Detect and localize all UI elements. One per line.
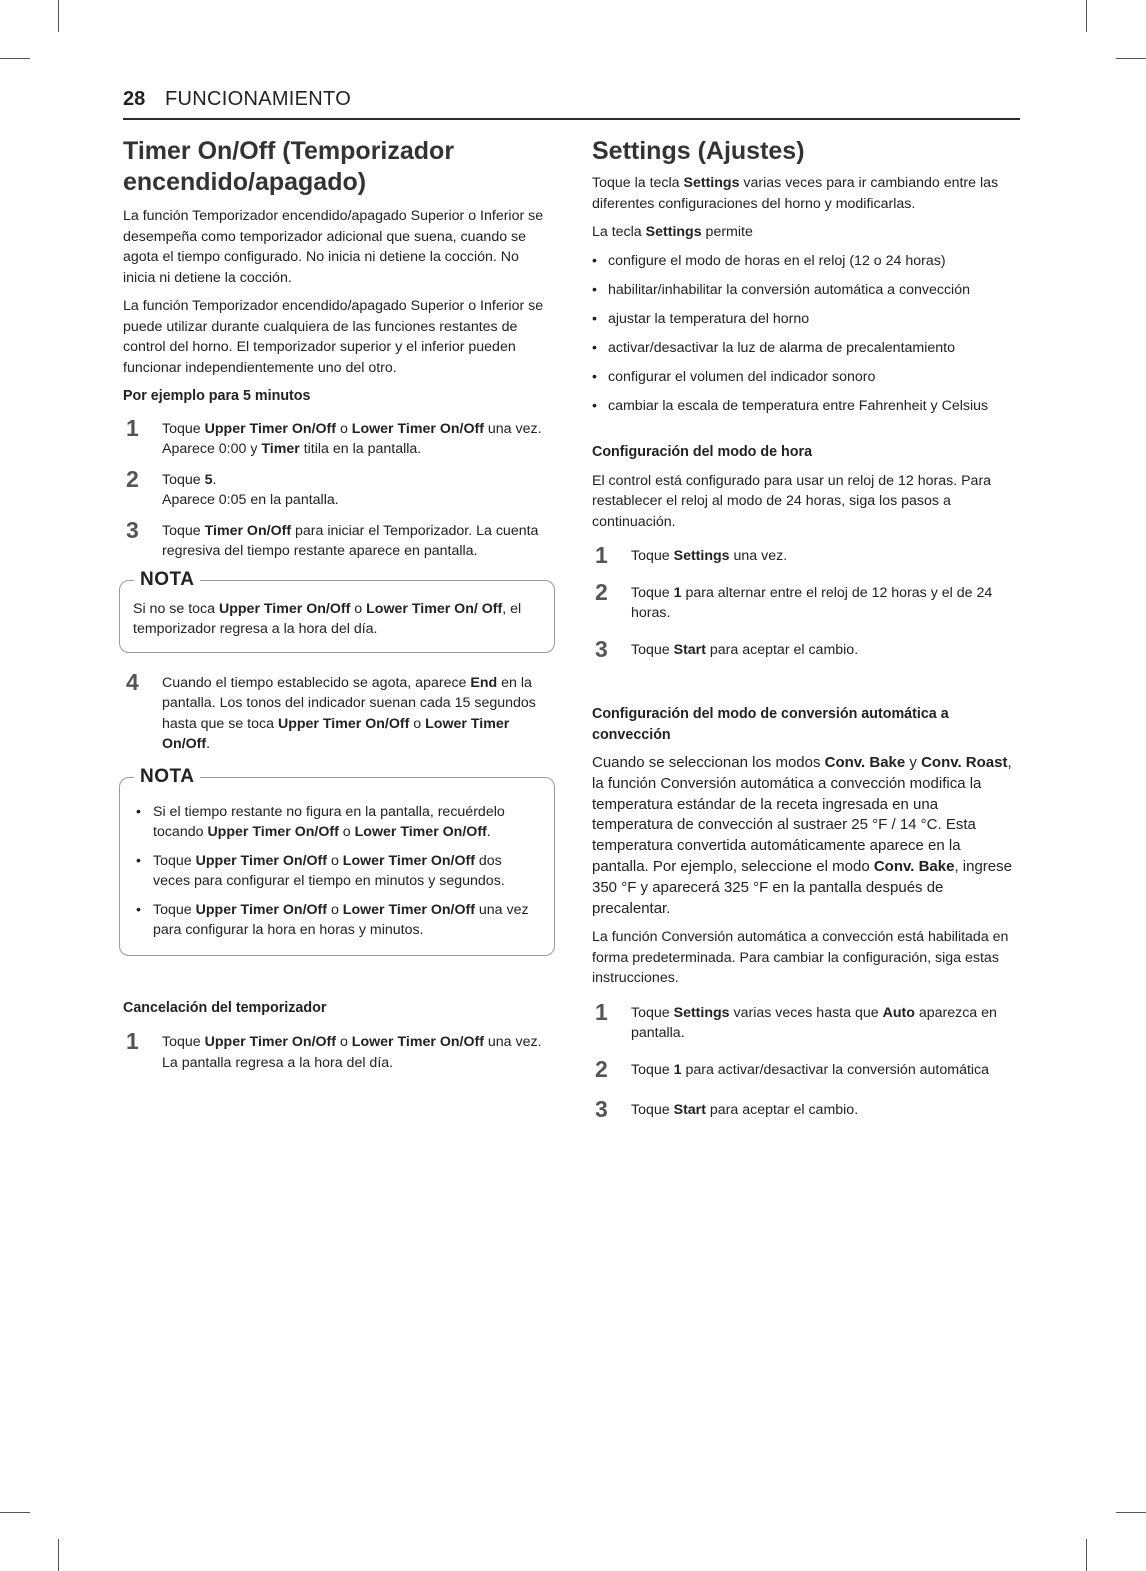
- key-label: Upper Timer On/Off: [195, 852, 327, 869]
- key-label: Upper Timer On/Off: [195, 901, 327, 918]
- crop-mark: [0, 1512, 30, 1513]
- key-label: Conv. Bake: [824, 754, 906, 771]
- note-label: NOTA: [134, 766, 200, 788]
- settings-item: • cambiar la escala de temperatura entre Fahrenheit y Celsius: [592, 396, 1020, 417]
- key-label: Lower Timer On/ Off: [366, 600, 503, 617]
- key-label: End: [470, 674, 498, 691]
- page-header: [123, 86, 1020, 120]
- key-label: Upper Timer On/Off: [204, 420, 336, 437]
- step-number: 1: [595, 542, 608, 568]
- left-column: [123, 136, 555, 1083]
- note-text-part: Toque: [153, 852, 196, 869]
- note-text-part: Si el tiempo restante no figura en la pantalla, recuérdelo tocando: [153, 803, 505, 840]
- timer-intro-1: La función Temporizador encendido/apagado Superior o Inferior se desempeña como temporizador adicional que suena, cuando se agota el tiempo configurado. No inicia ni detiene la cocción. No inicia ni detiene la cocción.: [123, 208, 544, 286]
- step-number: 1: [126, 414, 139, 441]
- step-text: .: [212, 471, 217, 488]
- key-label: Settings: [645, 224, 702, 240]
- step-text: Toque: [631, 1102, 674, 1119]
- step-number: 4: [126, 668, 139, 695]
- crop-mark: [1086, 0, 1087, 32]
- key-label: 1: [673, 1061, 682, 1078]
- conversion-text-1: [592, 753, 1020, 919]
- timer-title: Timer On/Off (Temporizador encendido/apagado): [123, 137, 455, 196]
- note-item: [133, 851, 540, 892]
- note-text-part: o: [350, 600, 367, 617]
- note-box: [119, 765, 555, 956]
- step-text: o: [336, 1034, 352, 1050]
- key-label: Timer: [261, 441, 300, 457]
- step-text: una vez.: [729, 548, 788, 564]
- hour-step-2: [592, 578, 1020, 624]
- step-text: Toque: [631, 1061, 674, 1078]
- step-text: La pantalla regresa a la hora del día.: [162, 1054, 394, 1071]
- key-label: Lower Timer On/Off: [351, 1034, 484, 1050]
- crop-mark: [0, 58, 30, 59]
- text-part: permite: [701, 224, 753, 240]
- settings-permite: [592, 222, 1020, 243]
- step-text: una vez.: [483, 420, 542, 437]
- step-number: 2: [595, 578, 608, 605]
- key-label: Lower Timer On/Off: [354, 824, 487, 840]
- key-label: Settings: [683, 175, 740, 191]
- timer-step-3: [123, 516, 555, 562]
- text-part: , ingrese 350 °F y aparecerá 325 °F en la pantalla después de precalentar.: [592, 857, 1012, 917]
- section-title: FUNCIONAMIENTO: [165, 88, 352, 110]
- step-text: para aceptar el cambio.: [705, 1102, 859, 1119]
- settings-item: • configure el modo de horas en el reloj (12 o 24 horas): [592, 251, 1020, 272]
- step-text: aparezca en pantalla.: [631, 1004, 997, 1042]
- step-text: Toque: [631, 1004, 674, 1021]
- step-text: Toque: [631, 641, 674, 658]
- crop-mark: [1116, 58, 1146, 59]
- settings-item: • habilitar/inhabilitar la conversión automática a convección: [592, 280, 1020, 301]
- note-item: [133, 900, 540, 941]
- step-text: varias veces hasta que: [729, 1004, 883, 1021]
- key-label: Start: [673, 641, 706, 658]
- step-text: Toque: [631, 548, 674, 564]
- step-number: 3: [595, 635, 608, 662]
- step-number: 2: [595, 1055, 608, 1082]
- key-label: Auto: [882, 1004, 915, 1021]
- note-text-part: .: [486, 824, 491, 840]
- note-text: [133, 599, 540, 640]
- text-part: , la función Conversión automática a convección modifica la temperatura estándar de la receta ingresada en una temperatura de convección al sustraer 25 °F / 14 °C. Esta temperatura convertida automáticamente aparece en la pantalla. Por ejemplo, seleccione el modo: [592, 754, 1012, 875]
- right-column: [592, 136, 1020, 1131]
- step-number: 2: [126, 465, 139, 492]
- timer-step-4: [123, 668, 555, 755]
- key-label: Upper Timer On/Off: [207, 824, 339, 840]
- step-text: Toque: [162, 471, 205, 488]
- step-text: Toque: [162, 420, 205, 437]
- key-label: Upper Timer On/Off: [218, 600, 351, 617]
- note-text-part: o: [327, 852, 343, 869]
- settings-list: [592, 251, 1020, 417]
- step-text: para alternar entre el reloj de 12 horas y el de 24 horas.: [631, 584, 993, 621]
- text-part: Toque la tecla: [592, 175, 684, 191]
- conversion-step-2: [592, 1055, 1020, 1082]
- crop-mark: [1086, 1539, 1087, 1571]
- step-text: .: [206, 736, 211, 752]
- text-part: varias veces para ir cambiando entre las diferentes configuraciones del horno y modificarlas.: [592, 175, 999, 212]
- step-text: una vez.: [483, 1034, 542, 1050]
- key-label: Settings: [673, 1004, 730, 1021]
- key-label: Conv. Bake: [873, 857, 955, 875]
- step-text: Aparece 0:05 en la pantalla.: [162, 492, 339, 508]
- text-part: Cuando se seleccionan los modos: [592, 754, 825, 771]
- note-list: [133, 802, 540, 941]
- step-text: o: [409, 715, 426, 732]
- hour-mode-text: El control está configurado para usar un reloj de 12 horas. Para restablecer el reloj al modo de 24 horas, siga los pasos a continuación.: [592, 472, 992, 530]
- timer-intro-2: La función Temporizador encendido/apagado Superior o Inferior se puede utilizar durante cualquiera de las funciones restantes de control del horno. El temporizador superior y el inferior pueden funcionar independientemente uno del otro.: [123, 298, 544, 376]
- settings-item: • activar/desactivar la luz de alarma de precalentamiento: [592, 338, 1020, 359]
- settings-item: • ajustar la temperatura del horno: [592, 309, 1020, 330]
- key-label: Lower Timer On/Off: [351, 420, 484, 437]
- note-text-part: , el temporizador regresa a la hora del día.: [133, 600, 522, 637]
- conversion-body: [592, 753, 1020, 919]
- conversion-step-1: [592, 998, 1020, 1044]
- key-label: Lower Timer On/Off: [342, 852, 475, 869]
- step-number: 1: [126, 1028, 139, 1054]
- key-label: Lower Timer On/Off: [342, 901, 475, 918]
- cancel-heading: Cancelación del temporizador: [123, 999, 327, 1016]
- conversion-step-3: [592, 1096, 1020, 1123]
- hour-step-3: [592, 635, 1020, 662]
- note-text-part: o: [338, 824, 355, 840]
- note-label: NOTA: [134, 569, 200, 591]
- note-text-part: Si no se toca: [133, 600, 219, 617]
- timer-step-2: [123, 465, 555, 511]
- conversion-text-2: La función Conversión automática a convección está habilitada en forma predeterminada. Para cambiar la configuración, siga estas instrucciones.: [592, 929, 1009, 987]
- key-label: 1: [673, 584, 682, 601]
- note-box: [119, 568, 555, 653]
- step-text: Toque: [631, 584, 674, 601]
- note-text-part: una vez para configurar la hora en horas y minutos.: [153, 901, 529, 938]
- step-text: en la pantalla. Los tonos del indicador suenan cada 15 segundos hasta que se toca: [162, 674, 536, 732]
- page-number: 28: [123, 88, 146, 110]
- key-label: Upper Timer On/Off: [204, 1034, 336, 1050]
- key-label: 5: [204, 471, 213, 488]
- settings-title: Settings (Ajustes): [592, 137, 805, 165]
- note-text-part: o: [327, 901, 343, 918]
- step-text: para activar/desactivar la conversión automática: [681, 1061, 990, 1078]
- conversion-heading: Configuración del modo de conversión automática a convección: [592, 706, 949, 743]
- step-text: titila en la pantalla.: [299, 441, 422, 457]
- note-text-part: Toque: [153, 901, 196, 918]
- crop-mark: [1116, 1512, 1146, 1513]
- key-label: Start: [673, 1102, 706, 1119]
- step-number: 3: [126, 516, 139, 543]
- timer-step-1: [123, 414, 555, 460]
- step-number: 1: [595, 998, 608, 1025]
- example-heading: Por ejemplo para 5 minutos: [123, 388, 311, 404]
- step-text: Cuando el tiempo establecido se agota, aparece: [162, 674, 471, 691]
- note-text-part: dos veces para configurar el tiempo en minutos y segundos.: [153, 852, 505, 889]
- key-label: Timer On/Off: [204, 522, 292, 539]
- step-text: o: [336, 420, 352, 437]
- key-label: Lower Timer On/Off: [162, 715, 510, 752]
- cancel-step-1: [123, 1028, 555, 1073]
- step-text: para aceptar el cambio.: [705, 641, 859, 658]
- key-label: Settings: [673, 548, 730, 564]
- step-number: 3: [595, 1096, 608, 1123]
- step-text: para iniciar el Temporizador. La cuenta regresiva del tiempo restante aparece en pantalla.: [162, 522, 539, 559]
- key-label: Upper Timer On/Off: [277, 715, 410, 732]
- hour-mode-heading: Configuración del modo de hora: [592, 444, 813, 460]
- crop-mark: [58, 0, 59, 32]
- crop-mark: [58, 1539, 59, 1571]
- settings-intro: [592, 173, 1020, 214]
- step-text: Toque: [162, 522, 205, 539]
- key-label: Conv. Roast: [921, 754, 1008, 771]
- hour-step-1: [592, 542, 1020, 568]
- text-part: La tecla: [592, 224, 646, 240]
- step-text: Aparece 0:00 y: [162, 441, 262, 457]
- note-item: [133, 802, 540, 843]
- step-text: Toque: [162, 1034, 205, 1050]
- text-part: y: [905, 754, 922, 771]
- settings-item: • configurar el volumen del indicador sonoro: [592, 367, 1020, 388]
